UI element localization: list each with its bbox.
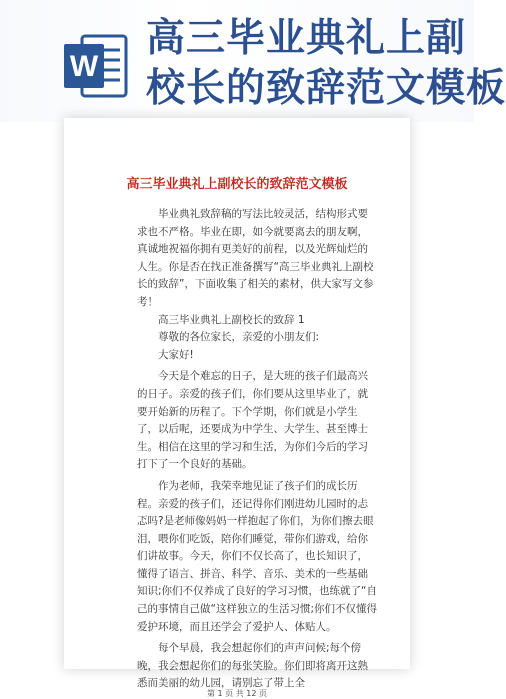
hello: 大家好!: [158, 348, 194, 361]
section-heading: 高三毕业典礼上副校长的致辞 1: [158, 313, 305, 326]
document-body: [137, 206, 377, 693]
intro-paragraph: 毕业典礼致辞稿的写法比较灵活，结构形式要求也不严格。毕业在即，如今就要离去的朋友啊，真诚地祝福你拥有更美好的前程，以及光辉灿烂的人生。你是否在找正准备撰写“高三毕业典礼上副校长的致辞”，下面收集了相关的素材，供大家写文参考！: [137, 208, 374, 308]
heading-line-2: 校长的致辞范文模板: [146, 66, 506, 111]
page-number: 第 1 页 共 12 页: [207, 689, 267, 698]
paragraph-1: 今天是个难忘的日子，是大班的孩子们最高兴的日子。亲爱的孩子们，你们要从这里毕业了，就要开始新的历程了。下个学期，你们就是小学生了，以后呢，还要成为中学生、大学生、甚至博士生。相信在这里的学习和生活，为你们今后的学习打下了一个良好的基础。: [137, 370, 368, 471]
heading-line-1: 高三毕业典礼上副: [146, 16, 467, 61]
greeting: 尊敬的各位家长，亲爱的小朋友们:: [158, 331, 320, 344]
paragraph-3: 每个早晨，我会想起你们的声声问候;每个傍晚，我会想起你们的每张笑脸。你们即将离开这熟悉而美丽的幼儿园，请别忘了带上全: [137, 642, 368, 690]
paragraph-2: 作为老师，我荣幸地见证了孩子们的成长历程。亲爱的孩子们，还记得你们刚进幼儿园时的忐忑吗?是老师像妈妈一样抱起了你们，为你们擦去眼泪，喂你们吃饭，陪你们睡觉，带你们游戏，给你们讲故事。今天，你们不仅长高了，也长知识了，懂得了语言、拼音、科学、音乐、美术的一些基础知识;你们不仅养成了良好的学习习惯，也练就了“自己的事情自己做“这样独立的生活习惯;你们不仅懂得爱护环境，而且还学会了爱护人、体贴人。: [137, 479, 377, 633]
word-document-icon: [60, 30, 132, 102]
document-page: [64, 118, 410, 698]
document-heading: [146, 14, 506, 114]
page-title: 高三毕业典礼上副校长的致辞范文模板: [126, 177, 348, 192]
svg-text:W: W: [69, 50, 99, 83]
